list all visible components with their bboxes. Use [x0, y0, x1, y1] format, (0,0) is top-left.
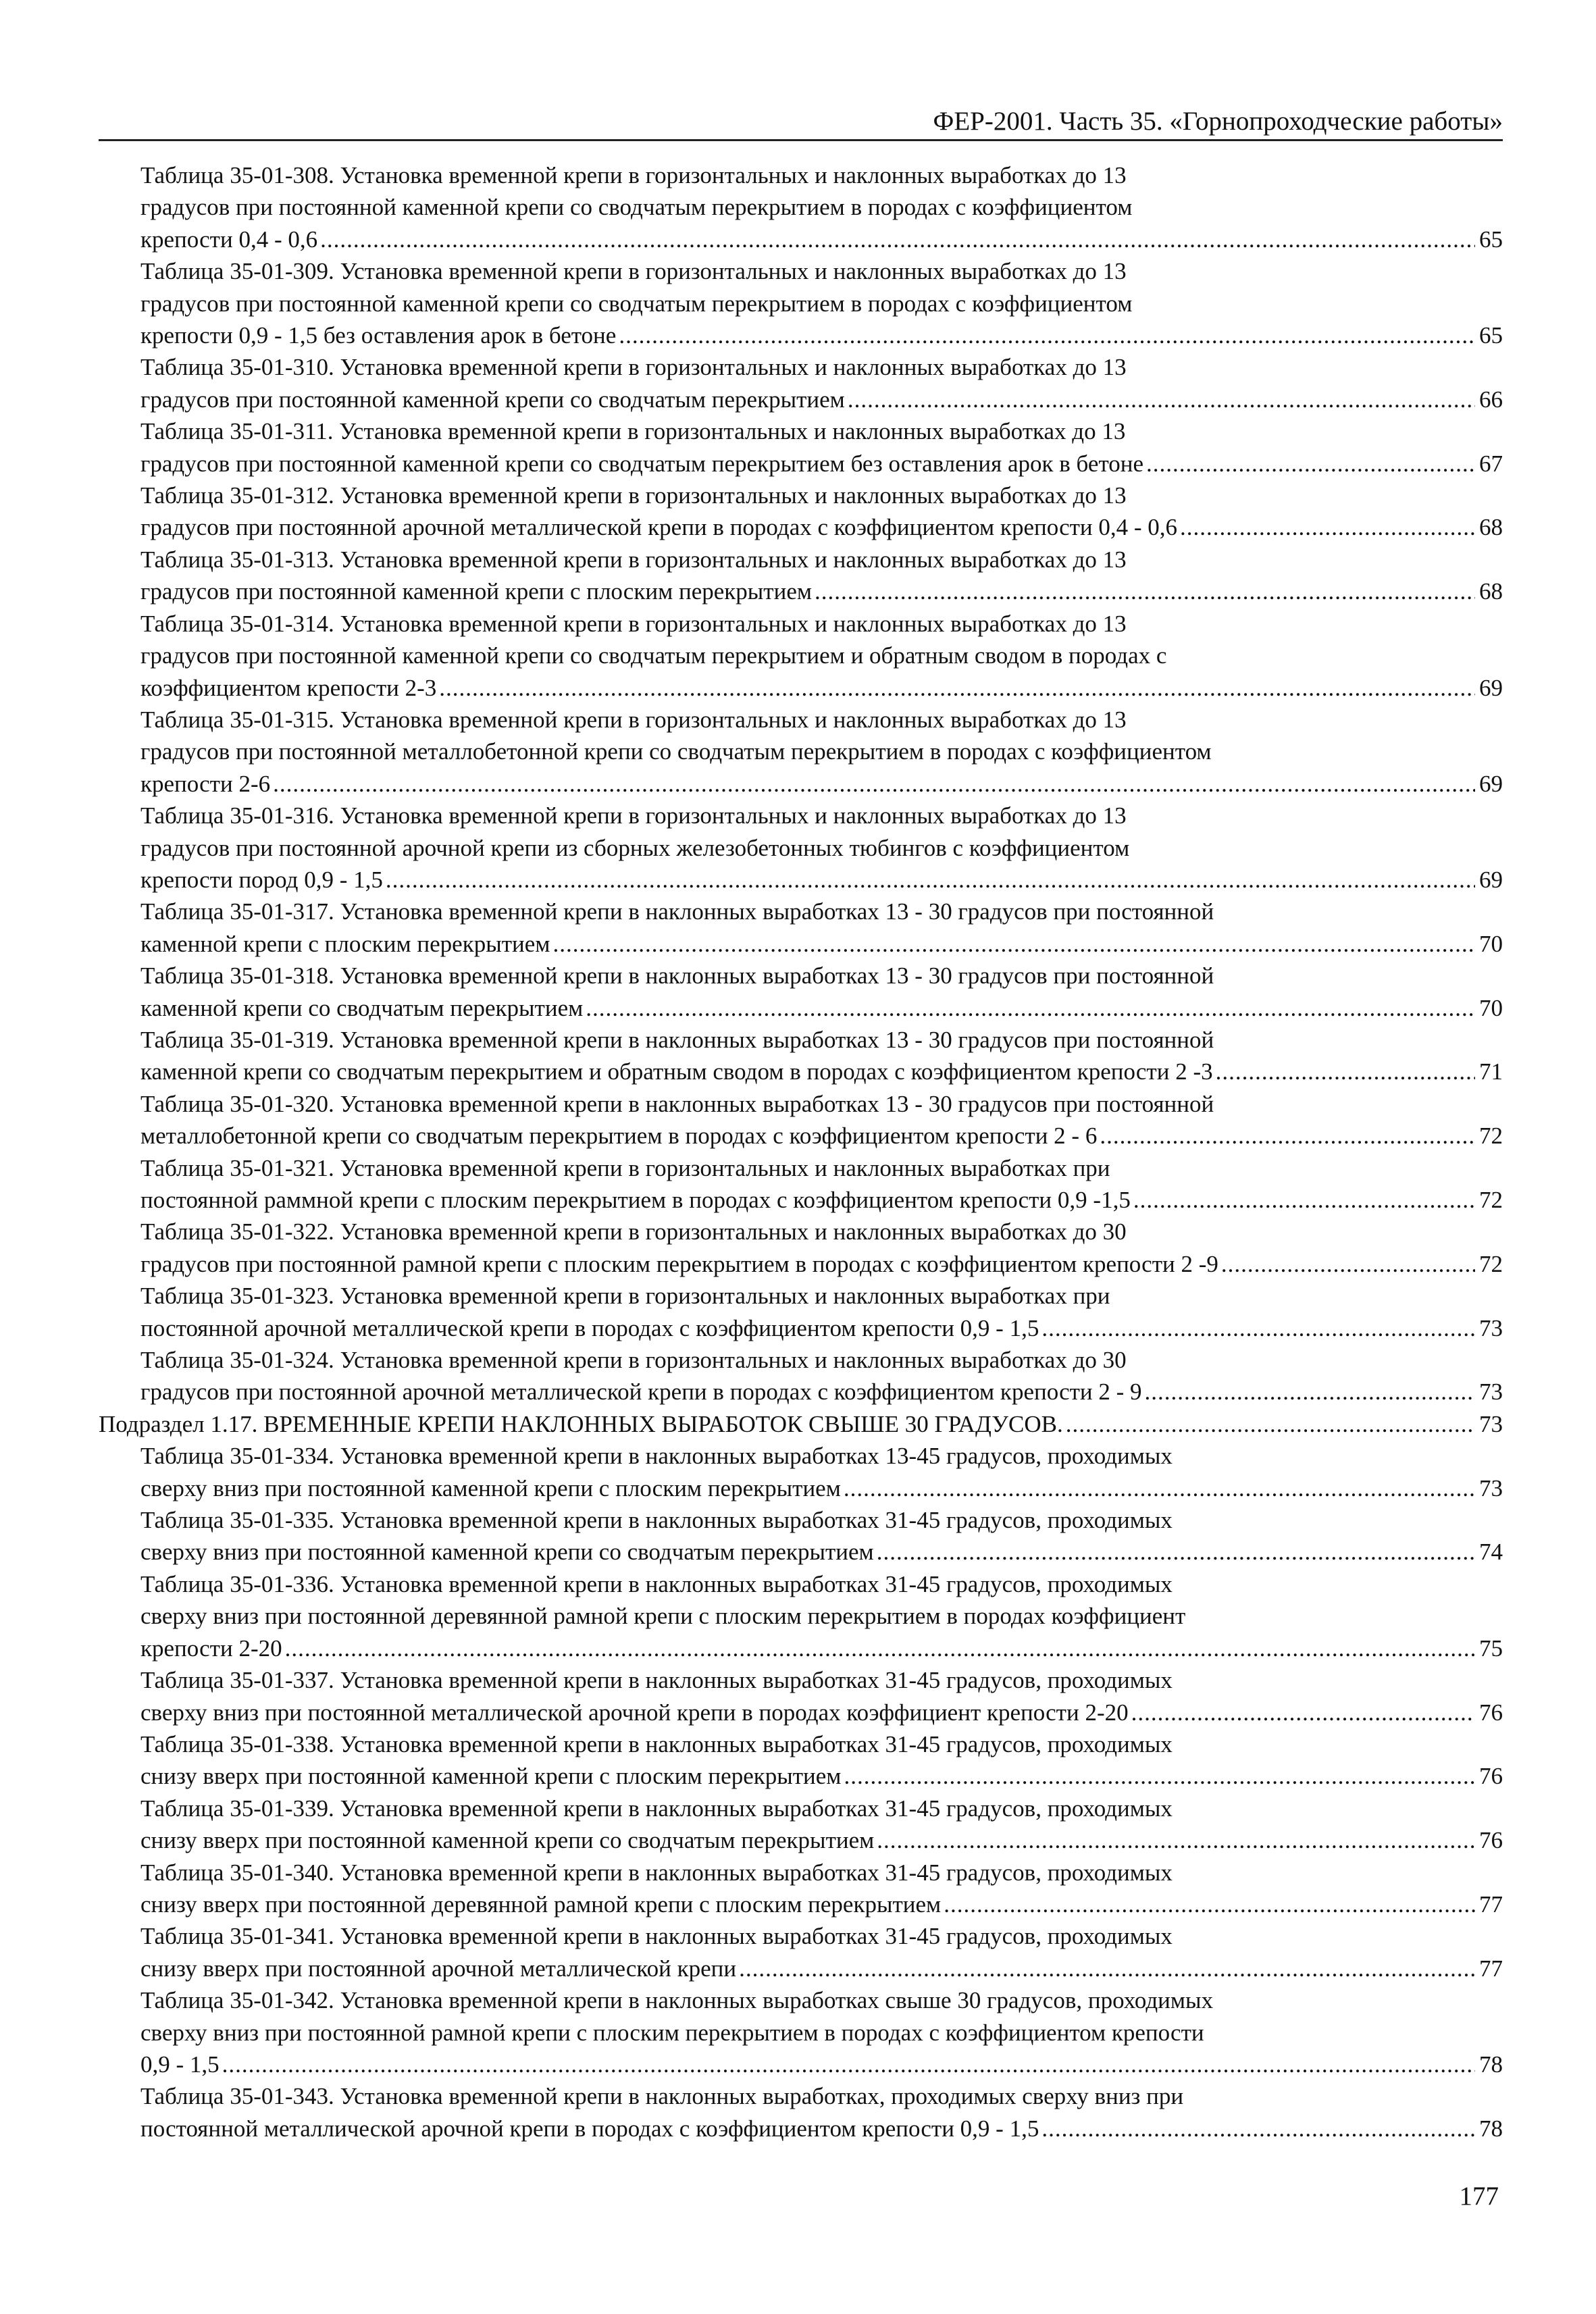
toc-page-number: 77 [1479, 1891, 1503, 1918]
dot-leader [586, 992, 1475, 1024]
toc-table-entry [99, 1568, 1503, 1664]
toc-entry-text: постоянной металлической арочной крепи в породах с коэффициентом крепости 0,9 - 1,5 [140, 2115, 1039, 2142]
toc-entry-line [140, 800, 1503, 831]
toc-entry-line [140, 2017, 1503, 2049]
toc-entry-line [140, 1024, 1503, 1056]
toc-entry-text: Таблица 35-01-323. Установка временной крепи в горизонтальных и наклонных выработках при [140, 1283, 1110, 1310]
toc-entry-line [140, 960, 1503, 992]
toc-entry-line [99, 1408, 1503, 1440]
toc-entry-line [140, 159, 1503, 191]
toc-entry-line [140, 1760, 1503, 1792]
toc-page-number: 65 [1479, 322, 1503, 349]
dot-leader [815, 575, 1475, 607]
toc-entry-text: каменной крепи с плоским перекрытием [140, 930, 550, 957]
toc-page-number: 69 [1479, 866, 1503, 893]
toc-page-number: 76 [1479, 1763, 1503, 1790]
toc-table-entry [99, 1793, 1503, 1857]
toc-page-number: 67 [1479, 450, 1503, 477]
toc-page-number: 78 [1479, 2115, 1503, 2142]
dot-leader [877, 1824, 1475, 1856]
dot-leader [1041, 1312, 1475, 1344]
toc-entry-line [140, 1984, 1503, 2016]
toc-table-entry [99, 159, 1503, 255]
toc-entry-text: градусов при постоянной каменной крепи со сводчатым перекрытием в породах с коэффициентом [140, 290, 1133, 317]
toc-entry-text: Таблица 35-01-315. Установка временной крепи в горизонтальных и наклонных выработках до 13 [140, 706, 1127, 733]
toc-entry-text: снизу вверх при постоянной арочной металлической крепи [140, 1955, 737, 1982]
toc-entry-line [140, 191, 1503, 223]
toc-entry-line [140, 1312, 1503, 1344]
dot-leader [848, 384, 1475, 415]
toc-entry-line [140, 319, 1503, 351]
toc-table-entry [99, 1728, 1503, 1793]
toc-page-number: 76 [1479, 1827, 1503, 1854]
toc-table-entry [99, 960, 1503, 1024]
toc-entry-line [140, 575, 1503, 607]
dot-leader [944, 1888, 1475, 1920]
toc-entry-line [140, 288, 1503, 319]
toc-entry-line [140, 2113, 1503, 2144]
toc-entry-line [140, 1088, 1503, 1120]
toc-entry-text: крепости 0,4 - 0,6 [140, 226, 318, 253]
toc-entry-line [140, 1280, 1503, 1312]
toc-entry-line [140, 1344, 1503, 1376]
toc-entry-line [140, 1793, 1503, 1824]
toc-entry-line [140, 608, 1503, 640]
toc-entry-text: Таблица 35-01-316. Установка временной крепи в горизонтальных и наклонных выработках до 13 [140, 802, 1127, 829]
toc-entry-text: градусов при постоянной арочной металлической крепи в породах с коэффициентом крепости 2 - 9 [140, 1379, 1142, 1406]
toc-entry-text: градусов при постоянной металлобетонной крепи со сводчатым перекрытием в породах с коэффициентом [140, 738, 1212, 765]
toc-page-number: 70 [1479, 994, 1503, 1021]
toc-entry-text: сверху вниз при постоянной каменной крепи со сводчатым перекрытием [140, 1539, 874, 1566]
toc-entry-line [140, 2049, 1503, 2080]
toc-table-entry [99, 1280, 1503, 1344]
toc-entry-line [140, 1216, 1503, 1248]
toc-entry-line [140, 736, 1503, 767]
toc-entry-line [140, 415, 1503, 447]
toc-table-entry [99, 1504, 1503, 1568]
toc-entry-text: градусов при постоянной рамной крепи с плоским перекрытием в породах с коэффициентом крепости 2 -9 [140, 1250, 1218, 1277]
toc-entry-line [140, 1504, 1503, 1536]
toc-entry-line [140, 1953, 1503, 1984]
toc-table-entry [99, 544, 1503, 608]
toc-entry-text: снизу вверх при постоянной каменной крепи со сводчатым перекрытием [140, 1827, 875, 1854]
toc-entry-text: Таблица 35-01-335. Установка временной крепи в наклонных выработках 31-45 градусов, проходимых [140, 1507, 1173, 1534]
toc-entry-text: снизу вверх при постоянной каменной крепи с плоским перекрытием [140, 1763, 842, 1790]
toc-table-entry [99, 800, 1503, 896]
toc-entry-text: крепости 2-6 [140, 770, 271, 797]
dot-leader [1180, 511, 1475, 543]
toc-entry-text: градусов при постоянной арочной крепи из сборных железобетонных тюбингов с коэффициентом [140, 834, 1130, 861]
toc-entry-line [140, 1184, 1503, 1216]
toc-page-number: 78 [1479, 2051, 1503, 2078]
toc-table-entry [99, 1984, 1503, 2080]
toc-page-number: 75 [1479, 1635, 1503, 1662]
toc-entry-text: Таблица 35-01-343. Установка временной крепи в наклонных выработках, проходимых сверху вниз при [140, 2083, 1184, 2110]
toc-entry-text: градусов при постоянной каменной крепи со сводчатым перекрытием [140, 386, 845, 413]
toc-entry-text: постоянной раммной крепи с плоским перекрытием в породах с коэффициентом крепости 0,9 -1,5 [140, 1187, 1131, 1213]
toc-entry-text: Таблица 35-01-312. Установка временной крепи в горизонтальных и наклонных выработках до 13 [140, 482, 1127, 509]
toc-table-entry [99, 1920, 1503, 1984]
toc-entry-text: градусов при постоянной арочной металлической крепи в породах с коэффициентом крепости 0,4 - 0,6 [140, 514, 1178, 541]
toc-entry-line [140, 672, 1503, 704]
toc-entry-text: Таблица 35-01-317. Установка временной крепи в наклонных выработках 13 - 30 градусов при постоянной [140, 898, 1214, 925]
toc-entry-text: Таблица 35-01-310. Установка временной крепи в горизонтальных и наклонных выработках до 13 [140, 354, 1127, 381]
toc-entry-text: Таблица 35-01-314. Установка временной крепи в горизонтальных и наклонных выработках до 13 [140, 610, 1127, 637]
toc-page-number: 72 [1479, 1250, 1503, 1277]
toc-page-number: 70 [1479, 930, 1503, 957]
toc-entry-line [140, 1664, 1503, 1696]
toc-entry-text: Таблица 35-01-339. Установка временной крепи в наклонных выработках 31-45 градусов, проходимых [140, 1795, 1173, 1822]
dot-leader [386, 864, 1475, 896]
toc-entry-text: градусов при постоянной каменной крепи с плоским перекрытием [140, 578, 812, 605]
toc-entry-line [140, 384, 1503, 415]
toc-entry-line [140, 2080, 1503, 2112]
toc-entry-text: Таблица 35-01-342. Установка временной крепи в наклонных выработках свыше 30 градусов, проходимых [140, 1987, 1214, 2014]
dot-leader [1066, 1408, 1475, 1440]
dot-leader [552, 928, 1475, 960]
toc-entry-line [140, 448, 1503, 480]
toc-entry-line [140, 832, 1503, 864]
toc-entry-line [140, 1472, 1503, 1504]
toc-page-number: 65 [1479, 226, 1503, 253]
toc-table-entry [99, 2080, 1503, 2144]
toc-entry-line [140, 864, 1503, 896]
toc-entry-line [140, 1376, 1503, 1408]
toc-entry-line [140, 511, 1503, 543]
toc-table-entry [99, 1152, 1503, 1216]
toc-page-number: 68 [1479, 514, 1503, 541]
toc-table-entry [99, 1024, 1503, 1088]
dot-leader [844, 1472, 1475, 1504]
toc-table-entry [99, 480, 1503, 544]
toc-page-number: 68 [1479, 578, 1503, 605]
dot-leader [739, 1953, 1475, 1984]
toc-page-number: 74 [1479, 1539, 1503, 1566]
dot-leader [320, 224, 1475, 255]
toc-table-entry [99, 1440, 1503, 1504]
toc-table-entry [99, 255, 1503, 351]
dot-leader [439, 672, 1475, 704]
toc-table-entry [99, 608, 1503, 704]
toc-entry-line [140, 928, 1503, 960]
toc-page-number: 66 [1479, 386, 1503, 413]
dot-leader [877, 1536, 1475, 1568]
toc-table-entry [99, 1088, 1503, 1152]
toc-table-entry [99, 1664, 1503, 1728]
toc-entry-text: крепости 2-20 [140, 1635, 282, 1662]
toc-entry-line [140, 1857, 1503, 1888]
toc-entry-text: градусов при постоянной каменной крепи со сводчатым перекрытием без оставления арок в бетоне [140, 450, 1144, 477]
toc-page-number: 69 [1479, 674, 1503, 701]
toc-entry-text: Таблица 35-01-341. Установка временной крепи в наклонных выработках 31-45 градусов, проходимых [140, 1923, 1173, 1950]
toc-page-number: 72 [1479, 1123, 1503, 1150]
toc-table-entry [99, 1344, 1503, 1408]
toc-entry-line [140, 1568, 1503, 1600]
toc-page-number: 73 [1479, 1379, 1503, 1406]
dot-leader [273, 768, 1475, 800]
toc-entry-text: сверху вниз при постоянной деревянной рамной крепи с плоским перекрытием в породах коэффициент [140, 1603, 1186, 1630]
dot-leader [285, 1632, 1475, 1664]
toc-entry-line [140, 768, 1503, 800]
toc-entry-line [140, 1248, 1503, 1280]
toc-page-number: 69 [1479, 770, 1503, 797]
toc-entry-text: сверху вниз при постоянной каменной крепи с плоским перекрытием [140, 1474, 841, 1501]
toc-entry-text: градусов при постоянной каменной крепи со сводчатым перекрытием в породах с коэффициентом [140, 194, 1133, 221]
toc-entry-text: Таблица 35-01-319. Установка временной крепи в наклонных выработках 13 - 30 градусов при постоянной [140, 1026, 1214, 1053]
toc-entry-line [140, 1632, 1503, 1664]
toc-entry-text: градусов при постоянной каменной крепи со сводчатым перекрытием и обратным сводом в породах с [140, 642, 1167, 669]
toc-table-entry [99, 1857, 1503, 1921]
toc-page-number: 76 [1479, 1699, 1503, 1726]
toc-entry-text: Таблица 35-01-337. Установка временной крепи в наклонных выработках 31-45 градусов, проходимых [140, 1667, 1173, 1694]
toc-entry-line [140, 1120, 1503, 1152]
toc-entry-text: Таблица 35-01-318. Установка временной крепи в наклонных выработках 13 - 30 градусов при постоянной [140, 962, 1214, 989]
toc-entry-text: крепости 0,9 - 1,5 без оставления арок в бетоне [140, 322, 617, 349]
toc-entry-text: снизу вверх при постоянной деревянной рамной крепи с плоским перекрытием [140, 1891, 942, 1918]
toc-entry-text: Таблица 35-01-320. Установка временной крепи в наклонных выработках 13 - 30 градусов при постоянной [140, 1090, 1214, 1117]
dot-leader [844, 1760, 1475, 1792]
toc-page-number: 77 [1479, 1955, 1503, 1982]
dot-leader [1131, 1697, 1475, 1728]
toc-entry-text: Таблица 35-01-336. Установка временной крепи в наклонных выработках 31-45 градусов, проходимых [140, 1570, 1173, 1597]
toc-entry-line [140, 255, 1503, 287]
toc-entry-text: Таблица 35-01-340. Установка временной крепи в наклонных выработках 31-45 градусов, проходимых [140, 1859, 1173, 1886]
dot-leader [619, 319, 1475, 351]
toc-section-entry [99, 1408, 1503, 1440]
toc-table-entry [99, 704, 1503, 800]
toc-page-number: 71 [1479, 1058, 1503, 1085]
toc-entry-line [140, 1536, 1503, 1568]
toc-entry-line [140, 544, 1503, 575]
toc-table-entry [99, 896, 1503, 960]
toc-entry-line [140, 351, 1503, 383]
toc-entry-text: каменной крепи со сводчатым перекрытием [140, 994, 584, 1021]
toc-entry-line [140, 896, 1503, 927]
toc-entry-text: сверху вниз при постоянной рамной крепи с плоским перекрытием в породах с коэффициентом крепости [140, 2019, 1204, 2046]
toc-page-number: 73 [1479, 1410, 1503, 1437]
toc-page-number: 72 [1479, 1187, 1503, 1213]
toc-entry-text: Таблица 35-01-308. Установка временной крепи в горизонтальных и наклонных выработках до 13 [140, 162, 1127, 188]
toc-entry-text: Таблица 35-01-311. Установка временной крепи в горизонтальных и наклонных выработках до 13 [140, 418, 1126, 445]
toc-entry-line [140, 1056, 1503, 1087]
toc-entry-text: Таблица 35-01-322. Установка временной крепи в горизонтальных и наклонных выработках до 30 [140, 1218, 1127, 1245]
toc-entry-line [140, 1824, 1503, 1856]
toc-entry-text: постоянной арочной металлической крепи в породах с коэффициентом крепости 0,9 - 1,5 [140, 1314, 1039, 1341]
toc-table-entry [99, 415, 1503, 480]
toc-entry-text: Подраздел 1.17. ВРЕМЕННЫЕ КРЕПИ НАКЛОННЫХ ВЫРАБОТОК СВЫШЕ 30 ГРАДУСОВ. [99, 1410, 1063, 1437]
toc-entry-text: коэффициентом крепости 2-3 [140, 674, 437, 701]
dot-leader [1146, 448, 1475, 480]
toc-entry-line [140, 1152, 1503, 1184]
toc-page-number: 73 [1479, 1474, 1503, 1501]
toc-entry-text: сверху вниз при постоянной металлической арочной крепи в породах коэффициент крепости 2-20 [140, 1699, 1129, 1726]
page-number: 177 [1459, 2182, 1499, 2211]
toc-table-entry [99, 1216, 1503, 1280]
toc-page-number: 73 [1479, 1314, 1503, 1341]
toc-entry-line [140, 1697, 1503, 1728]
toc-entry-text: Таблица 35-01-324. Установка временной крепи в горизонтальных и наклонных выработках до 30 [140, 1347, 1127, 1374]
table-of-contents [99, 159, 1503, 2144]
toc-entry-text: Таблица 35-01-309. Установка временной крепи в горизонтальных и наклонных выработках до 13 [140, 258, 1127, 285]
running-header: ФЕР-2001. Часть 35. «Горнопроходческие работы» [933, 107, 1503, 136]
toc-entry-text: Таблица 35-01-321. Установка временной крепи в горизонтальных и наклонных выработках при [140, 1154, 1110, 1181]
toc-entry-text: 0,9 - 1,5 [140, 2051, 220, 2078]
dot-leader [1216, 1056, 1475, 1087]
toc-entry-line [140, 224, 1503, 255]
toc-table-entry [99, 351, 1503, 415]
toc-entry-text: каменной крепи со сводчатым перекрытием и обратным сводом в породах с коэффициентом крепости 2 -3 [140, 1058, 1213, 1085]
toc-entry-line [140, 992, 1503, 1024]
toc-entry-text: металлобетонной крепи со сводчатым перекрытием в породах с коэффициентом крепости 2 - 6 [140, 1123, 1098, 1150]
toc-entry-line [140, 1600, 1503, 1632]
dot-leader [1133, 1184, 1475, 1216]
header-rule [99, 139, 1503, 141]
toc-entry-line [140, 480, 1503, 511]
dot-leader [1145, 1376, 1475, 1408]
toc-entry-line [140, 1920, 1503, 1952]
toc-entry-line [140, 704, 1503, 736]
toc-entry-text: Таблица 35-01-334. Установка временной крепи в наклонных выработках 13-45 градусов, проходимых [140, 1443, 1173, 1470]
toc-entry-text: крепости пород 0,9 - 1,5 [140, 866, 383, 893]
toc-entry-line [140, 640, 1503, 671]
toc-entry-line [140, 1440, 1503, 1472]
dot-leader [1100, 1120, 1475, 1152]
toc-entry-line [140, 1728, 1503, 1760]
dot-leader [1041, 2113, 1475, 2144]
dot-leader [1221, 1248, 1475, 1280]
toc-entry-line [140, 1888, 1503, 1920]
toc-entry-text: Таблица 35-01-313. Установка временной крепи в горизонтальных и наклонных выработках до 13 [140, 546, 1127, 573]
dot-leader [222, 2049, 1475, 2080]
toc-entry-text: Таблица 35-01-338. Установка временной крепи в наклонных выработках 31-45 градусов, проходимых [140, 1730, 1173, 1757]
